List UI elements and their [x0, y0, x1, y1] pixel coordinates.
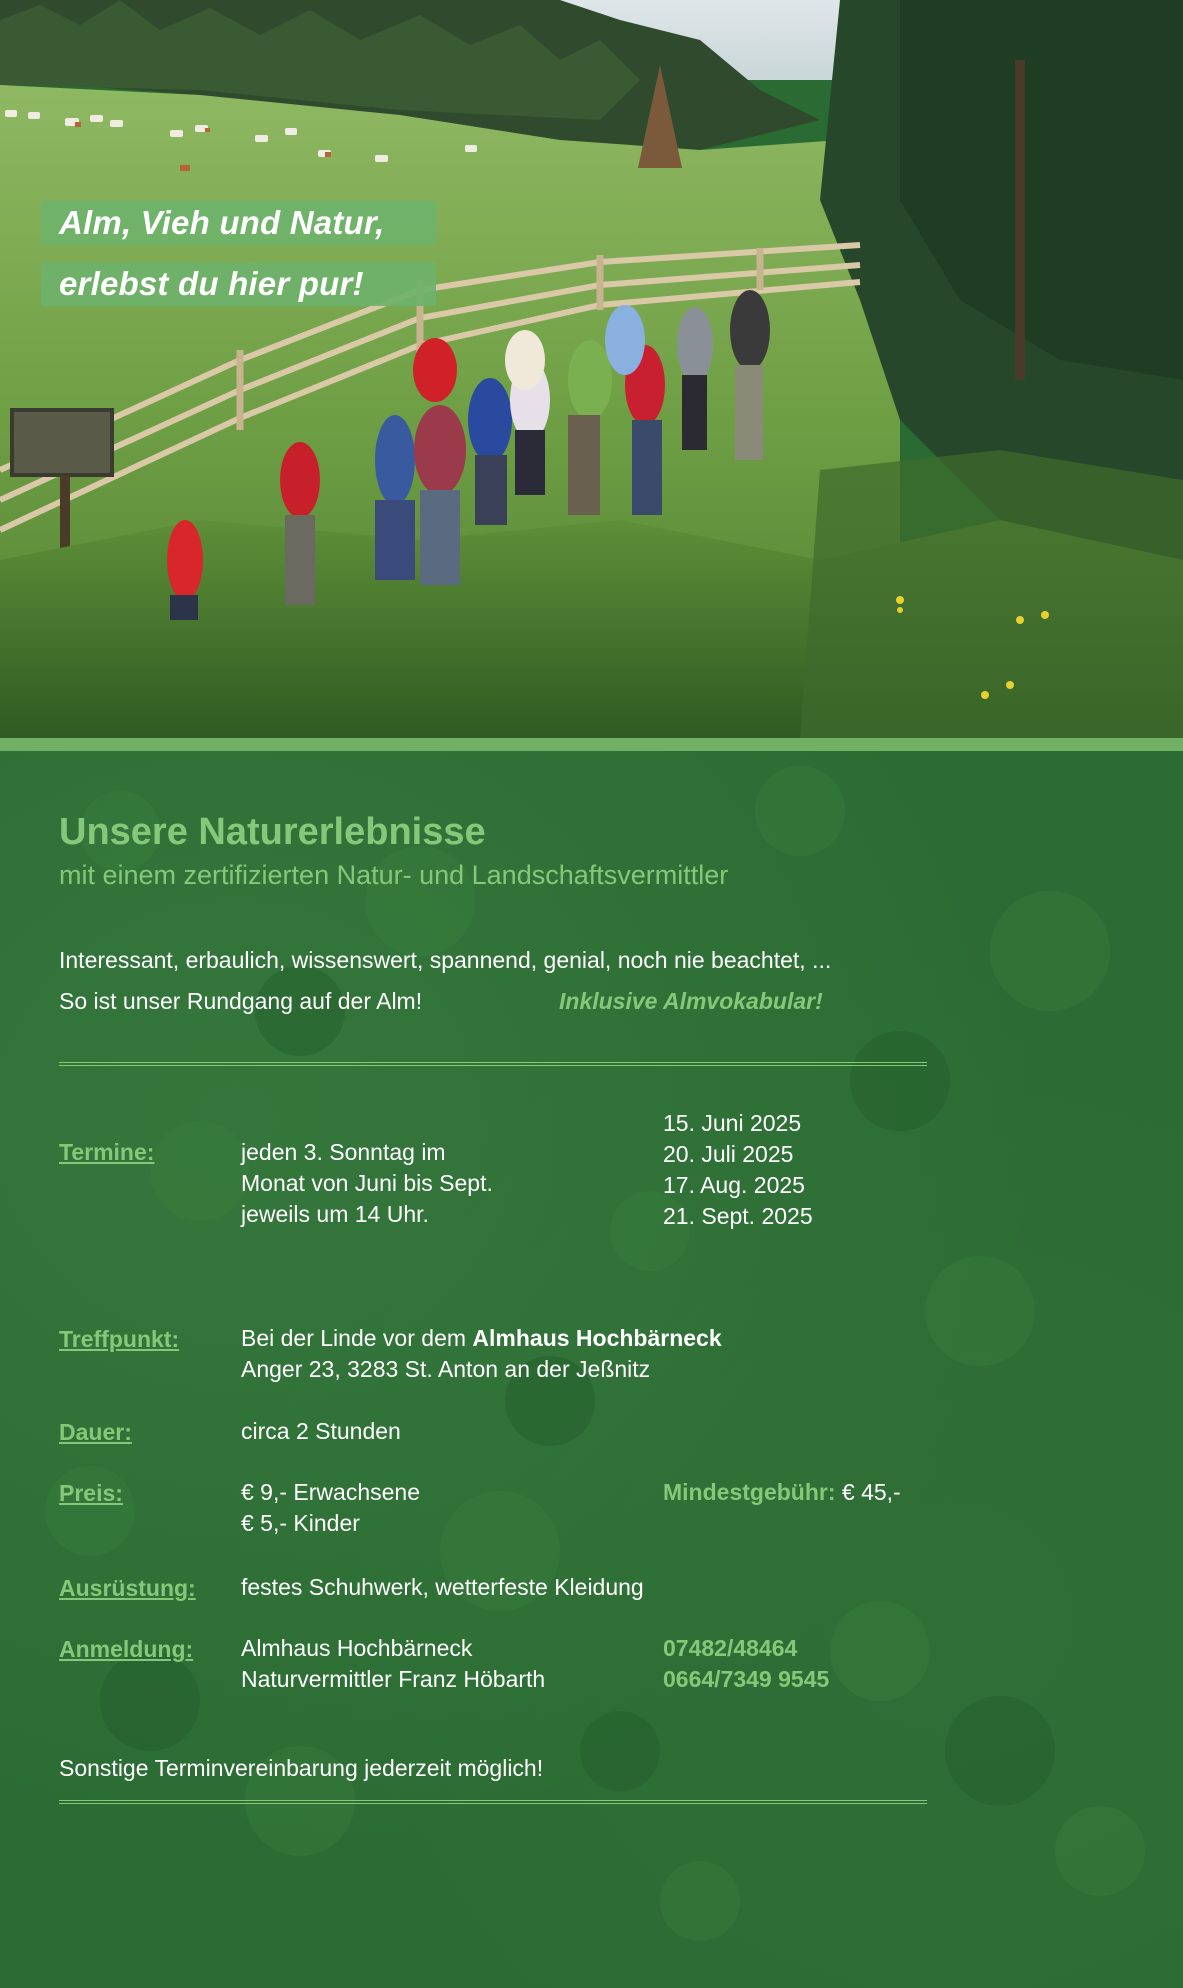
contact-phone[interactable]: 0664/7349 9545	[663, 1666, 830, 1692]
treffpunkt-prefix: Bei der Linde vor dem	[241, 1325, 473, 1351]
headline: Unsere Naturerlebnisse	[59, 811, 486, 853]
intro-line-2: So ist unser Rundgang auf der Alm!	[59, 988, 423, 1014]
footer-note: Sonstige Terminvereinbarung jederzeit möglich!	[59, 1755, 544, 1781]
anmeldung-phones	[663, 1633, 829, 1695]
date-item: 15. Juni 2025	[663, 1110, 802, 1136]
hero-photo	[0, 0, 1183, 738]
anmeldung-names	[241, 1633, 545, 1695]
termine-text-line: Monat von Juni bis Sept.	[241, 1170, 493, 1196]
info-panel	[0, 751, 1183, 1988]
dauer-text: circa 2 Stunden	[241, 1418, 401, 1444]
contact-name: Almhaus Hochbärneck	[241, 1635, 473, 1661]
dauer-label: Dauer:	[59, 1419, 132, 1445]
contact-name: Naturvermittler Franz Höbarth	[241, 1666, 546, 1692]
treffpunkt-label: Treffpunkt:	[59, 1326, 180, 1352]
treffpunkt-venue: Almhaus Hochbärneck	[472, 1325, 722, 1351]
termine-text	[241, 1137, 493, 1230]
minimum-fee-label: Mindestgebühr:	[663, 1479, 836, 1505]
price-kids: € 5,- Kinder	[241, 1510, 360, 1536]
treffpunkt-text	[241, 1323, 722, 1385]
treffpunkt-line-1	[241, 1323, 722, 1354]
anmeldung-label: Anmeldung:	[59, 1636, 194, 1662]
divider-rule-top	[59, 1062, 927, 1066]
minimum-fee-value: € 45,-	[835, 1479, 901, 1505]
date-item: 20. Juli 2025	[663, 1141, 794, 1167]
slogan-line-1: Alm, Vieh und Natur,	[41, 201, 436, 245]
termine-text-line: jeden 3. Sonntag im	[241, 1139, 446, 1165]
minimum-fee	[663, 1477, 901, 1508]
preis-label: Preis:	[59, 1480, 123, 1506]
ausruestung-label: Ausrüstung:	[59, 1575, 196, 1601]
intro-highlight: Inklusive Almvokabular!	[559, 988, 823, 1014]
treffpunkt-address: Anger 23, 3283 St. Anton an der Jeßnitz	[241, 1356, 651, 1382]
slogan-line-2: erlebst du hier pur!	[41, 262, 436, 306]
subheadline: mit einem zertifizierten Natur- und Landschaftsvermittler	[59, 860, 729, 890]
photo-divider-bar	[0, 738, 1183, 751]
preis-text	[241, 1477, 420, 1539]
contact-phone[interactable]: 07482/48464	[663, 1635, 798, 1661]
termine-dates	[663, 1108, 813, 1232]
intro-line-1: Interessant, erbaulich, wissenswert, spannend, genial, noch nie beachtet, ...	[59, 947, 832, 973]
termine-label: Termine:	[59, 1139, 155, 1165]
alpine-meadow-hiking-group-illustration	[0, 0, 1183, 738]
ausruestung-text: festes Schuhwerk, wetterfeste Kleidung	[241, 1574, 644, 1600]
date-item: 21. Sept. 2025	[663, 1203, 813, 1229]
price-adults: € 9,- Erwachsene	[241, 1479, 420, 1505]
termine-text-line: jeweils um 14 Uhr.	[241, 1201, 429, 1227]
divider-rule-bottom	[59, 1800, 927, 1804]
date-item: 17. Aug. 2025	[663, 1172, 805, 1198]
